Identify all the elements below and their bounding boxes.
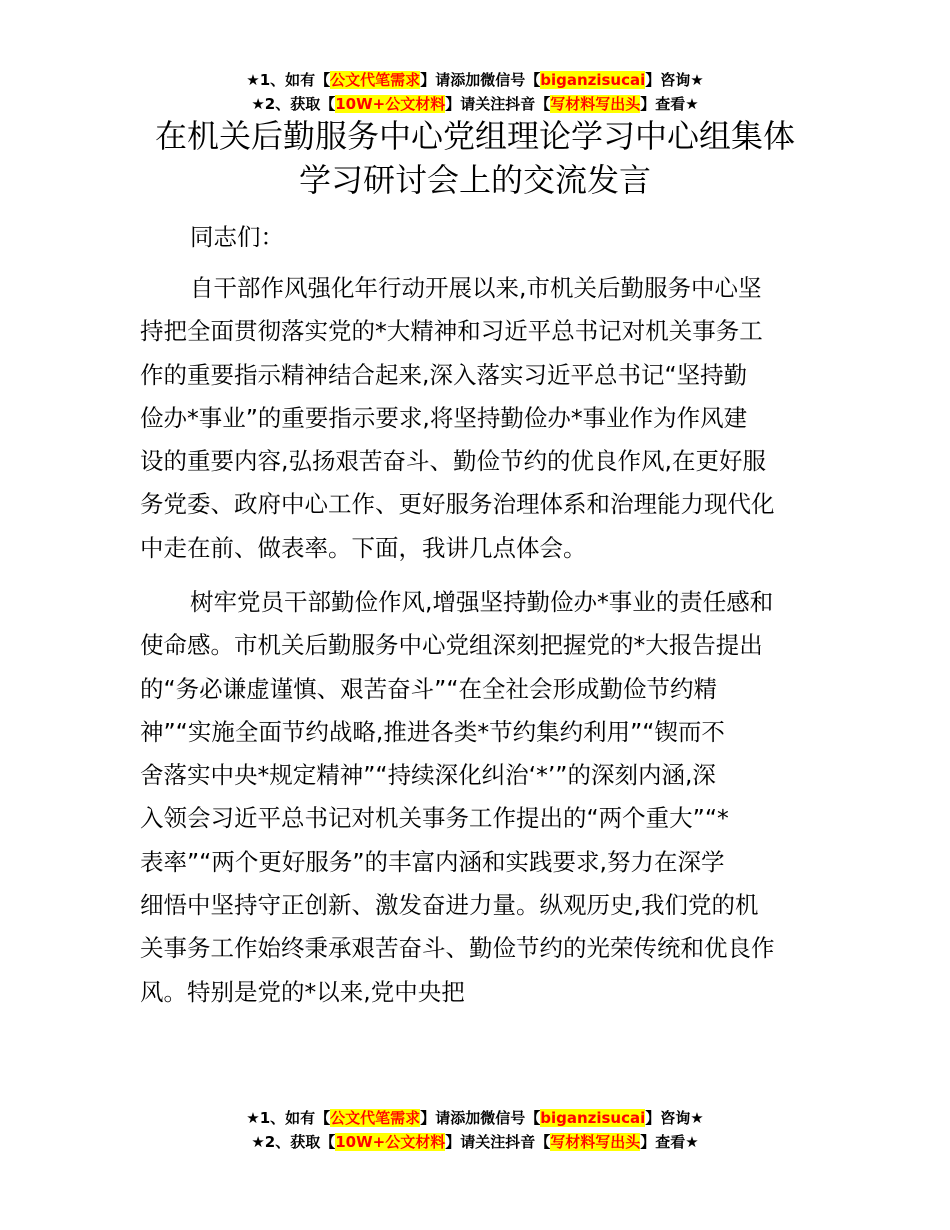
- header-promo: [0, 68, 950, 116]
- promo-text: ★2、获取【: [251, 95, 336, 113]
- promo-highlight: 公文代笔需求: [330, 71, 421, 89]
- text-line: 神”“实施全面节约战略,推进各类*节约集约利用”“锲而不: [140, 717, 725, 746]
- promo-highlight: biganzisucai: [540, 1109, 646, 1127]
- text-line: 关事务工作始终秉承艰苦奋斗、勤俭节约的光荣传统和优良作: [140, 934, 775, 963]
- text-line: 务党委、政府中心工作、更好服务治理体系和治理能力现代化: [140, 490, 775, 519]
- promo-text: 】咨询★: [645, 1109, 704, 1127]
- document-title: [0, 114, 950, 202]
- header-promo-line-2: [0, 92, 950, 116]
- paragraph-2: [140, 581, 820, 1014]
- header-promo-line-1: [0, 68, 950, 92]
- paragraph-1: [140, 267, 820, 570]
- text-line: 表率”“两个更好服务”的丰富内涵和实践要求,努力在深学: [140, 847, 725, 876]
- text-line: 树牢党员干部勤俭作风,增强坚持勤俭办*事业的责任感和: [190, 588, 774, 616]
- promo-text: ★2、获取【: [251, 1133, 336, 1151]
- promo-text: 】查看★: [640, 95, 699, 113]
- text-line: 舍落实中央*规定精神”“持续深化纠治‘*’”的深刻内涵,深: [140, 761, 716, 790]
- promo-text: 】请关注抖音【: [445, 1133, 551, 1151]
- text-line: 自干部作风强化年行动开展以来,市机关后勤服务中心坚: [190, 274, 762, 302]
- salutation: 同志们：: [190, 223, 284, 251]
- promo-text: 】咨询★: [645, 71, 704, 89]
- text-line: 俭办*事业”的重要指示要求,将坚持勤俭办*事业作为作风建: [140, 403, 748, 432]
- promo-highlight: 10W+公文材料: [335, 1133, 446, 1151]
- promo-text: 】请关注抖音【: [445, 95, 551, 113]
- text-line: 细悟中坚持守正创新、激发奋进力量。纵观历史,我们党的机: [140, 891, 759, 920]
- footer-promo-line-1: [0, 1106, 950, 1130]
- promo-text: ★1、如有【: [246, 71, 331, 89]
- text-line: 作的重要指示精神结合起来,深入落实习近平总书记“坚持勤: [140, 360, 748, 389]
- text-line: 使命感。市机关后勤服务中心党组深刻把握党的*大报告提出: [140, 631, 763, 660]
- text-line: 风。特别是党的*以来,党中央把: [140, 977, 465, 1006]
- promo-text: 】查看★: [640, 1133, 699, 1151]
- promo-highlight: 公文代笔需求: [330, 1109, 421, 1127]
- title-line-2: 学习研讨会上的交流发言: [298, 161, 651, 199]
- footer-promo: [0, 1106, 950, 1154]
- promo-text: ★1、如有【: [246, 1109, 331, 1127]
- promo-highlight: 写材料写出头: [550, 1133, 641, 1151]
- text-line: 入领会习近平总书记对机关事务工作提出的“两个重大”“*: [140, 804, 729, 833]
- footer-promo-line-2: [0, 1130, 950, 1154]
- promo-highlight: biganzisucai: [540, 71, 646, 89]
- text-line: 设的重要内容,弘扬艰苦奋斗、勤俭节约的优良作风,在更好服: [140, 447, 766, 476]
- promo-text: 】请添加微信号【: [420, 1109, 541, 1127]
- text-line: 的“务必谦虚谨慎、艰苦奋斗”“在全社会形成勤俭节约精: [140, 674, 718, 703]
- promo-text: 】请添加微信号【: [420, 71, 541, 89]
- text-line: 持把全面贯彻落实党的*大精神和习近平总书记对机关事务工: [140, 317, 763, 346]
- text-line: 中走在前、做表率。下面，我讲几点体会。: [140, 533, 587, 562]
- promo-highlight: 10W+公文材料: [335, 95, 446, 113]
- title-line-1: 在机关后勤服务中心党组理论学习中心组集体: [154, 117, 795, 155]
- promo-highlight: 写材料写出头: [550, 95, 641, 113]
